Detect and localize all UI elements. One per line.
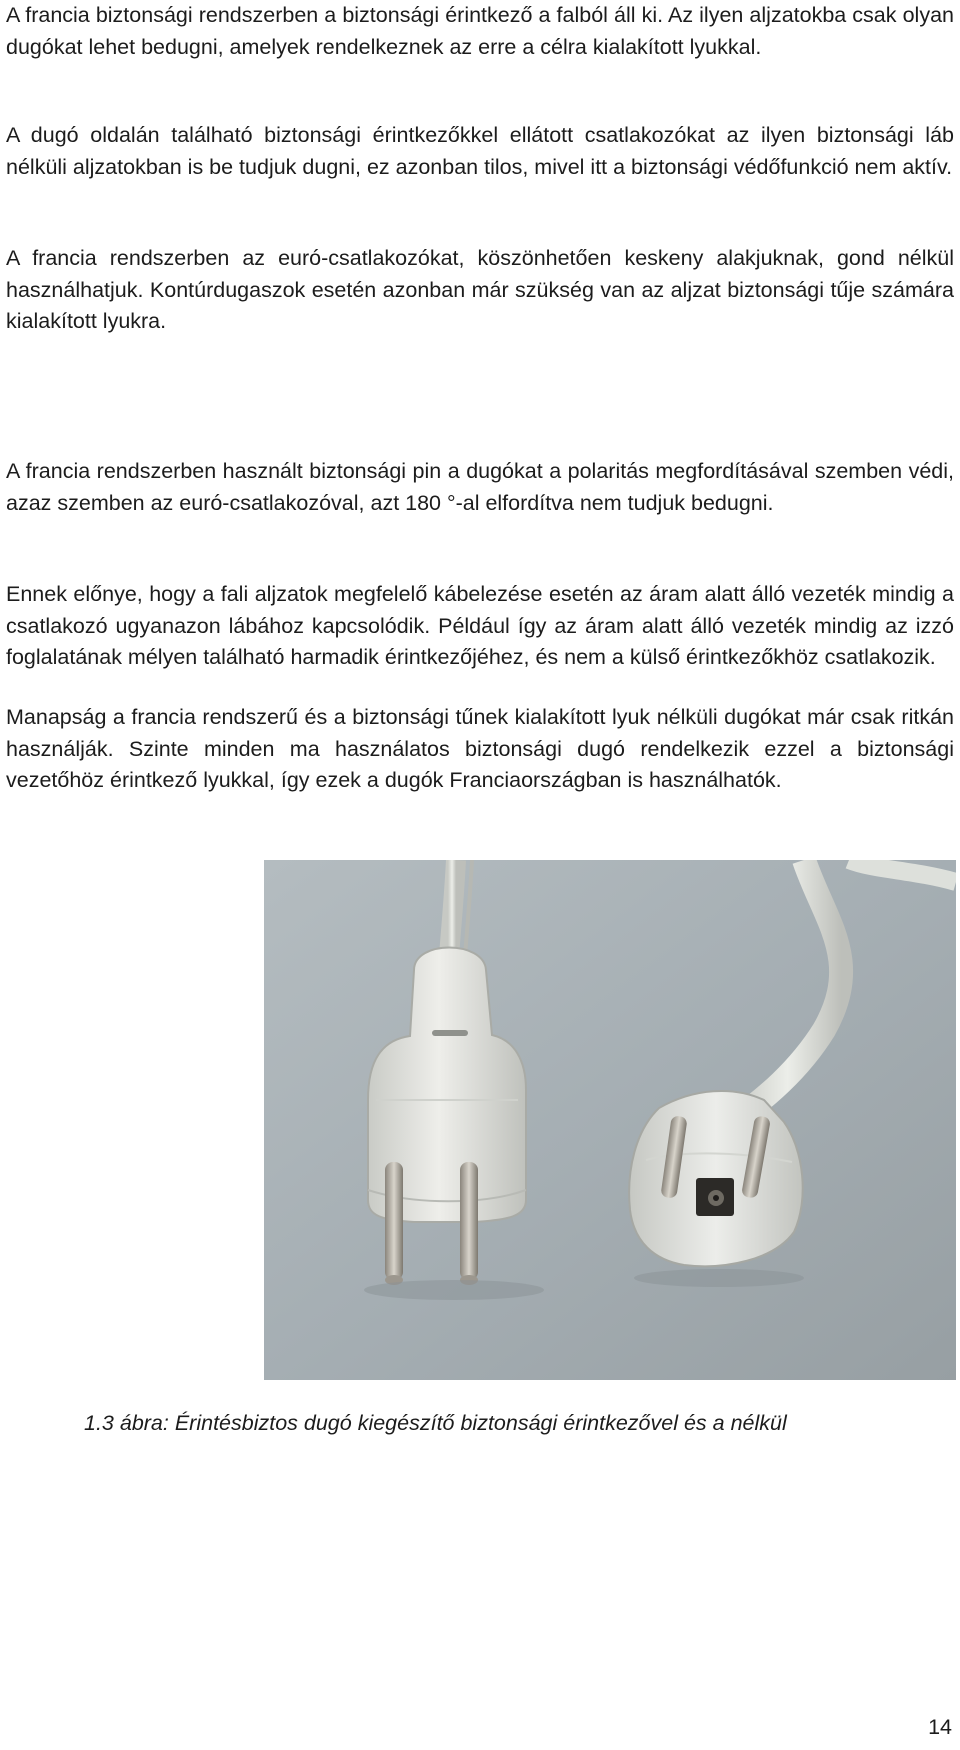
- paragraph-euro-plugs: [6, 243, 954, 338]
- figure-caption: 1.3 ábra: Érintésbiztos dugó kiegészítő biztonsági érintkezővel és a nélkül: [84, 1411, 787, 1435]
- paragraph-french-safety-system: A francia biztonsági rendszerben a biztonsági érintkező a falból áll ki. Az ilyen aljzatokba csak olyan dugókat lehet bedugni, amelyek rendelkeznek az erre a célra kialakított lyukkal.: [6, 3, 954, 59]
- paragraph-wiring-advantage: Ennek előnye, hogy a fali aljzatok megfelelő kábelezése esetén az áram alatt álló vezeték mindig a csatlakozó ugyanazon lábához kapcsolódik. Például így az áram alatt álló vezeték mindig az izzó foglalatának mélyen található harmadik érintkezőjéhez, és nem a külső érintkezőkhöz csatlakozik.: [6, 582, 954, 669]
- paragraph-euro-plugs-sentence-1: A francia rendszerben az euró-csatlakozókat, köszönhetően keskeny alakjuknak, gond nélkül használhatjuk.: [6, 246, 954, 302]
- paragraph-side-contacts-plug: A dugó oldalán található biztonsági érintkezőkkel ellátott csatlakozókat az ilyen biztonsági láb nélküli aljzatokban is be tudjuk dugni, ez azonban tilos, mivel itt a biztonsági védőfunkció nem aktív.: [6, 123, 954, 179]
- paragraph-current-usage: Manapság a francia rendszerű és a biztonsági tűnek kialakított lyuk nélküli dugókat már csak ritkán használják. Szinte minden ma használatos biztonsági dugó rendelkezik ezzel a biztonsági vezetőhöz érintkező lyukkal, így ezek a dugók Franciaországban is használhatók.: [6, 705, 954, 792]
- paragraph-euro-plugs-sentence-2: Kontúrdugaszok esetén azonban már szükség van az aljzat biztonsági tűje számára kialakított lyukra.: [6, 277, 954, 333]
- figure-photo-plugs: [264, 860, 956, 1380]
- paragraph-safety-pin-polarity: A francia rendszerben használt biztonsági pin a dugókat a polaritás megfordításával szemben védi, azaz szemben az euró-csatlakozóval, azt 180 °-al elfordítva nem tudjuk bedugni.: [6, 459, 954, 515]
- page-number: 14: [928, 1715, 952, 1739]
